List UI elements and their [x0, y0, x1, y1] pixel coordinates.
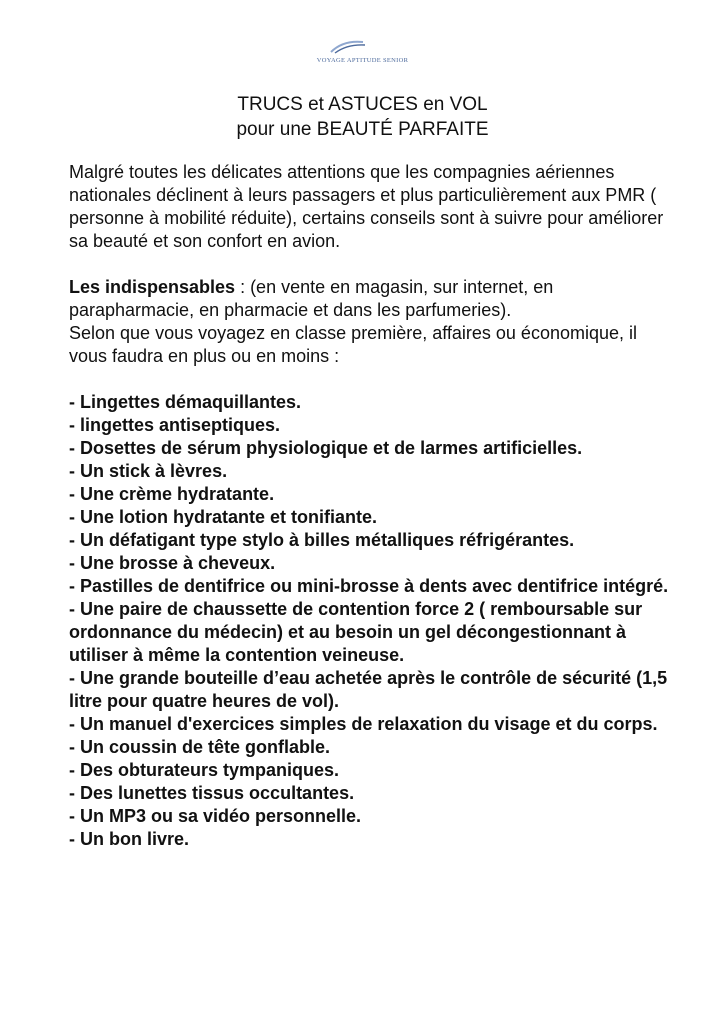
- list-item: - Une brosse à cheveux.: [69, 553, 276, 573]
- list-item: - Un manuel d'exercices simples de relaxation du visage et du corps.: [69, 714, 658, 734]
- essentials-list: [69, 391, 669, 851]
- essentials-line-2: Selon que vous voyagez en classe première, affaires ou économique, il vous faudra en plus ou en moins :: [69, 323, 638, 366]
- intro-paragraph: Malgré toutes les délicates attentions que les compagnies aériennes nationales déclinent à leurs passagers et plus particulièrement aux PMR ( personne à mobilité réduite), certains conseils sont à suivre pour améliorer sa beauté et son confort en avion.: [69, 162, 664, 251]
- logo-swoosh-icon: [313, 38, 413, 56]
- document-body: [69, 161, 669, 851]
- list-item: - Dosettes de sérum physiologique et de larmes artificielles.: [69, 438, 583, 458]
- paragraph-gap: [69, 253, 669, 276]
- document-title: [0, 92, 725, 142]
- list-item: - lingettes antiseptiques.: [69, 415, 281, 435]
- list-item: - Une crème hydratante.: [69, 484, 275, 504]
- essentials-paragraph: [69, 276, 669, 322]
- list-item: - Une lotion hydratante et tonifiante.: [69, 507, 378, 527]
- list-item: - Une paire de chaussette de contention force 2 ( remboursable sur ordonnance du médecin) et au besoin un gel décongestionnant à utiliser à même la contention veineuse.: [69, 599, 643, 665]
- essentials-heading: Les indispensables: [69, 277, 236, 297]
- list-item: - Lingettes démaquillantes.: [69, 392, 302, 412]
- list-item: - Un coussin de tête gonflable.: [69, 737, 331, 757]
- logo: [0, 38, 725, 64]
- title-line-1: TRUCS et ASTUCES en VOL: [237, 94, 488, 115]
- list-item: - Une grande bouteille d’eau achetée après le contrôle de sécurité (1,5 litre pour quatre heures de vol).: [69, 668, 668, 711]
- list-item: - Pastilles de dentifrice ou mini-brosse à dents avec dentifrice intégré.: [69, 576, 669, 596]
- logo-text: VOYAGE APTITUDE SENIOR: [316, 57, 409, 64]
- list-item: - Un stick à lèvres.: [69, 461, 228, 481]
- list-item: - Des lunettes tissus occultantes.: [69, 783, 355, 803]
- paragraph-gap: [69, 368, 669, 391]
- list-item: - Un MP3 ou sa vidéo personnelle.: [69, 806, 362, 826]
- list-item: - Un bon livre.: [69, 829, 190, 849]
- essentials-note: : (en vente en magasin, sur internet, en parapharmacie, en pharmacie et dans les parfumeries).: [69, 277, 554, 320]
- list-item: - Un défatigant type stylo à billes métalliques réfrigérantes.: [69, 530, 575, 550]
- list-item: - Des obturateurs tympaniques.: [69, 760, 340, 780]
- title-line-2: pour une BEAUTÉ PARFAITE: [236, 119, 489, 140]
